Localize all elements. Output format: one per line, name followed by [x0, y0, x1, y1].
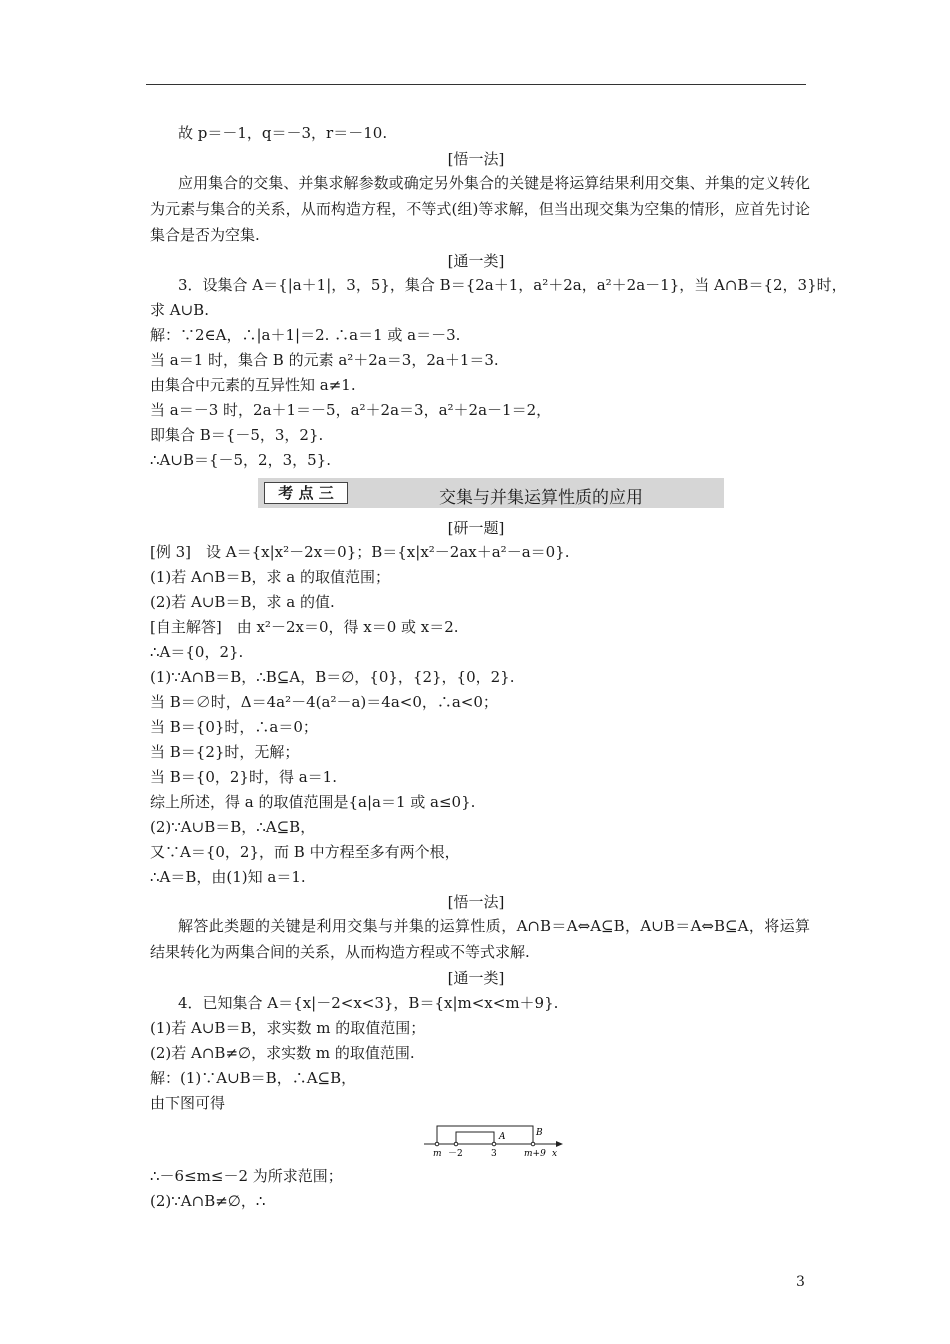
page-number: 3: [796, 1274, 805, 1290]
section-heading: [悟一法]: [447, 150, 505, 168]
label-m9: m+9: [524, 1149, 546, 1159]
section-heading: [研一题]: [447, 519, 505, 537]
solution-line: (2)∵A∩B≠∅，∴: [150, 1192, 266, 1210]
question-line: 3．设集合 A＝{|a＋1|，3，5}，集合 B＝{2a＋1，a²＋2a，a²＋2a－1}，当 A∩B＝{2，3}时，: [178, 276, 847, 294]
question-line: (2)若 A∩B≠∅，求实数 m 的取值范围.: [150, 1044, 415, 1062]
answer-line: 当 B＝{0}时，∴a＝0；: [150, 718, 318, 736]
point-m9: [531, 1142, 535, 1146]
answer-line: [自主解答] 由 x²－2x＝0，得 x＝0 或 x＝2.: [150, 618, 459, 636]
point-3: [492, 1142, 496, 1146]
number-line-figure: [420, 1124, 570, 1164]
label-m: m: [433, 1149, 442, 1159]
paragraph: 应用集合的交集、并集求解参数或确定另外集合的关键是将运算结果利用交集、并集的定义转化为元素与集合的关系，从而构造方程，不等式(组)等求解，但当出现交集为空集的情形，应首先讨论集合是否为空集.: [150, 174, 810, 244]
label-x: x: [552, 1149, 558, 1159]
label-B: B: [536, 1128, 543, 1138]
solution-line: 即集合 B＝{－5，3，2}.: [150, 426, 324, 444]
example-line: [例 3] 设 A＝{x|x²－2x＝0}；B＝{x|x²－2ax＋a²－a＝0}.: [150, 543, 570, 561]
solution-line: 由集合中元素的互异性知 a≠1.: [150, 376, 356, 394]
label-neg2: －2: [448, 1149, 463, 1159]
answer-line: 当 B＝{0，2}时，得 a＝1.: [150, 768, 337, 786]
answer-line: ∴A＝{0，2}.: [150, 643, 244, 661]
header-rule: [146, 84, 806, 85]
solution-line: 由下图可得: [150, 1094, 226, 1112]
axis-arrow: [556, 1141, 563, 1147]
answer-line: 当 B＝{2}时，无解；: [150, 743, 300, 761]
answer-line: 当 B＝∅时，Δ＝4a²－4(a²－a)＝4a<0，∴a<0；: [150, 693, 498, 711]
question-line: (1)若 A∪B＝B，求实数 m 的取值范围；: [150, 1019, 426, 1037]
answer-line: (2)∵A∪B＝B，∴A⊆B，: [150, 818, 316, 836]
solution-line: 当 a＝－3 时，2a＋1＝－5，a²＋2a＝3，a²＋2a－1＝2，: [150, 401, 552, 419]
section-heading: [通一类]: [447, 969, 505, 987]
set-a-box: [456, 1132, 494, 1144]
paragraph: 解答此类题的关键是利用交集与并集的运算性质，A∩B＝A⇔A⊆B，A∪B＝A⇔B⊆A，将运算结果转化为两集合间的关系，从而构造方程或不等式求解.: [150, 917, 810, 961]
section-heading: [通一类]: [447, 252, 505, 270]
banner-tag: 考 点 三: [264, 482, 348, 504]
example-line: (1)若 A∩B＝B，求 a 的取值范围；: [150, 568, 390, 586]
question-line: 求 A∪B.: [150, 301, 209, 319]
answer-line: 又∵A＝{0，2}，而 B 中方程至多有两个根，: [150, 843, 460, 861]
answer-line: (1)∵A∩B＝B，∴B⊆A，B＝∅，{0}，{2}，{0，2}.: [150, 668, 515, 686]
solution-line: 当 a＝1 时，集合 B 的元素 a²＋2a＝3，2a＋1＝3.: [150, 351, 499, 369]
solution-line: 解：∵2∈A，∴|a＋1|＝2. ∴a＝1 或 a＝－3.: [150, 326, 461, 344]
text-line: 故 p＝－1，q＝－3，r＝－10.: [178, 124, 388, 142]
answer-line: ∴A＝B，由(1)知 a＝1.: [150, 868, 306, 886]
answer-line: 综上所述，得 a 的取值范围是{a|a＝1 或 a≤0}.: [150, 793, 476, 811]
point-m: [435, 1142, 439, 1146]
set-b-box: [437, 1126, 533, 1144]
solution-line: ∴－6≤m≤－2 为所求范围；: [150, 1167, 343, 1185]
question-line: 4．已知集合 A＝{x|－2<x<3}，B＝{x|m<x<m＋9}.: [178, 994, 559, 1012]
section-banner: [258, 478, 724, 508]
solution-line: 解：(1)∵A∪B＝B，∴A⊆B，: [150, 1069, 357, 1087]
point-neg2: [454, 1142, 458, 1146]
banner-title: 交集与并集运算性质的应用: [439, 488, 643, 508]
label-3: 3: [491, 1149, 497, 1159]
solution-line: ∴A∪B＝{－5，2，3，5}.: [150, 451, 331, 469]
section-heading: [悟一法]: [447, 893, 505, 911]
example-line: (2)若 A∪B＝B，求 a 的值.: [150, 593, 335, 611]
label-A: A: [499, 1132, 506, 1142]
